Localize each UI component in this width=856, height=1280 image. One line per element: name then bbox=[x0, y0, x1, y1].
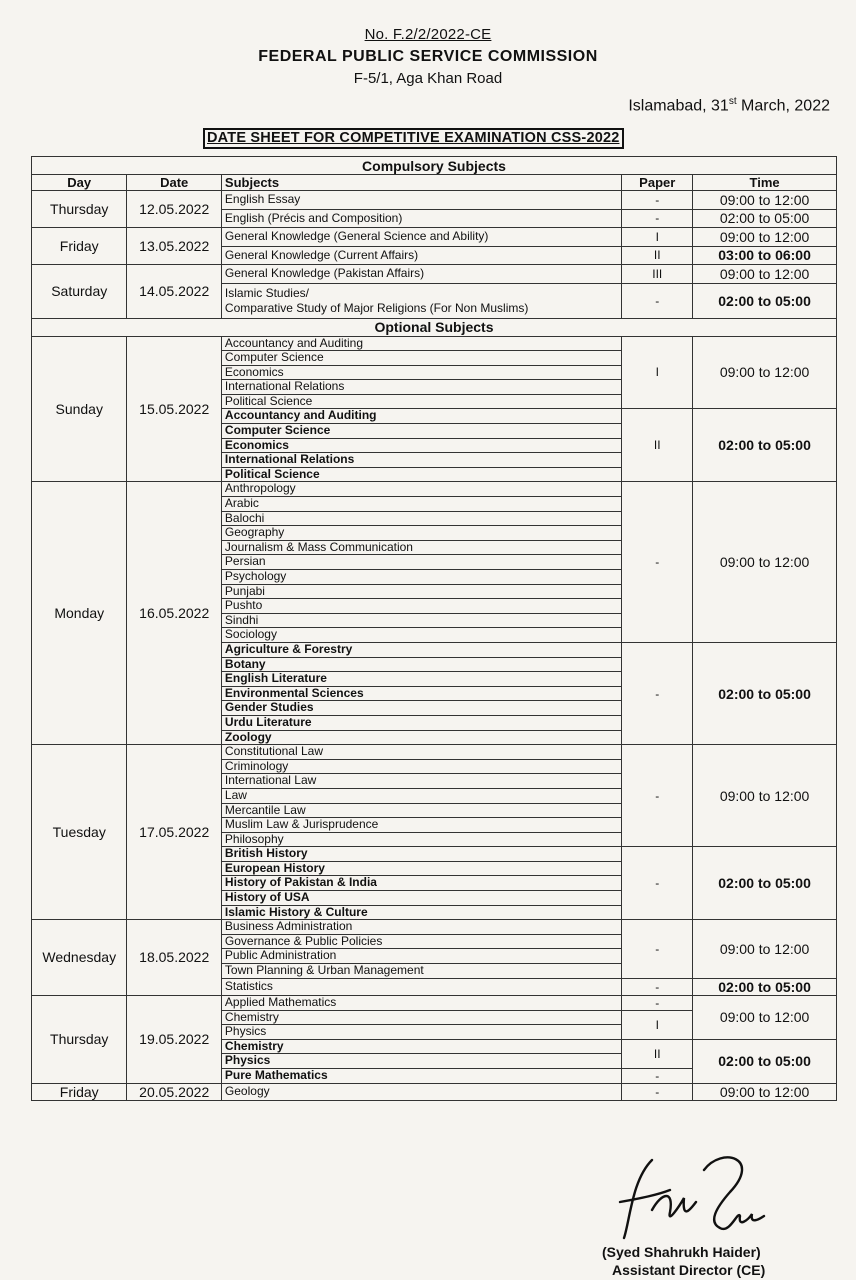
paper-cell: I bbox=[622, 1010, 693, 1039]
section-optional: Optional Subjects bbox=[32, 318, 837, 336]
subject-cell: Philosophy bbox=[221, 832, 621, 847]
subject-cell: Journalism & Mass Communication bbox=[221, 540, 621, 555]
time-cell: 09:00 to 12:00 bbox=[693, 228, 837, 247]
subject-cell: Urdu Literature bbox=[221, 715, 621, 730]
subject-cell: Pushto bbox=[221, 599, 621, 614]
subject-cell: Accountancy and Auditing bbox=[221, 409, 621, 424]
time-cell: 02:00 to 05:00 bbox=[693, 642, 837, 744]
time-cell: 09:00 to 12:00 bbox=[693, 265, 837, 284]
subject-cell: Political Science bbox=[221, 394, 621, 409]
day-cell: Friday bbox=[32, 228, 127, 265]
subject-cell: Law bbox=[221, 788, 621, 803]
time-cell: 09:00 to 12:00 bbox=[693, 745, 837, 847]
time-cell: 02:00 to 05:00 bbox=[693, 283, 837, 318]
subject-cell: Applied Mathematics bbox=[221, 995, 621, 1010]
paper-cell: I bbox=[622, 336, 693, 409]
paper-cell: - bbox=[622, 847, 693, 920]
header-paper: Paper bbox=[622, 175, 693, 191]
time-cell: 02:00 to 05:00 bbox=[693, 978, 837, 995]
paper-cell: - bbox=[622, 482, 693, 643]
subject-cell: English (Précis and Composition) bbox=[221, 209, 621, 228]
subject-cell: English Literature bbox=[221, 672, 621, 687]
subject-cell: Public Administration bbox=[221, 949, 621, 964]
subject-cell: Computer Science bbox=[221, 424, 621, 439]
day-cell: Monday bbox=[32, 482, 127, 745]
subject-cell: General Knowledge (Pakistan Affairs) bbox=[221, 265, 621, 284]
subject-cell: Statistics bbox=[221, 978, 621, 995]
subject-cell: History of Pakistan & India bbox=[221, 876, 621, 891]
subject-cell: Psychology bbox=[221, 570, 621, 585]
subject-cell: Economics bbox=[221, 438, 621, 453]
header-subjects: Subjects bbox=[221, 175, 621, 191]
subject-cell: Chemistry bbox=[221, 1010, 621, 1025]
date-cell: 14.05.2022 bbox=[127, 265, 221, 319]
subject-cell: History of USA bbox=[221, 891, 621, 906]
table-row bbox=[32, 995, 837, 1010]
day-cell: Sunday bbox=[32, 336, 127, 482]
signatory-designation: Assistant Director (CE) bbox=[612, 1262, 766, 1278]
subject-cell: Economics bbox=[221, 365, 621, 380]
paper-cell: - bbox=[622, 745, 693, 847]
subject-cell: Arabic bbox=[221, 497, 621, 512]
paper-cell: II bbox=[622, 1039, 693, 1068]
subject-cell: European History bbox=[221, 861, 621, 876]
issue-date: Islamabad, 31st March, 2022 bbox=[628, 96, 830, 115]
subject-cell: Zoology bbox=[221, 730, 621, 745]
subject-cell: Gender Studies bbox=[221, 701, 621, 716]
subject-cell: Geography bbox=[221, 526, 621, 541]
date-cell: 12.05.2022 bbox=[127, 191, 221, 228]
table-row bbox=[32, 191, 837, 210]
day-cell: Wednesday bbox=[32, 920, 127, 995]
date-cell: 15.05.2022 bbox=[127, 336, 221, 482]
subject-cell: Business Administration bbox=[221, 920, 621, 935]
subject-cell: Geology bbox=[221, 1084, 621, 1101]
subject-cell: Pure Mathematics bbox=[221, 1069, 621, 1084]
organization-name: FEDERAL PUBLIC SERVICE COMMISSION bbox=[258, 48, 598, 65]
subject-cell: Persian bbox=[221, 555, 621, 570]
subject-cell: Anthropology bbox=[221, 482, 621, 497]
signature-image bbox=[612, 1150, 782, 1250]
file-number: No. F.2/2/2022-CE bbox=[364, 26, 492, 43]
table-row bbox=[32, 228, 837, 247]
subject-cell: International Law bbox=[221, 774, 621, 789]
table-row bbox=[32, 482, 837, 497]
date-cell: 19.05.2022 bbox=[127, 995, 221, 1083]
date-cell: 13.05.2022 bbox=[127, 228, 221, 265]
subject-cell: Political Science bbox=[221, 467, 621, 482]
subject-cell: Environmental Sciences bbox=[221, 686, 621, 701]
subject-cell: English Essay bbox=[221, 191, 621, 210]
subject-cell: Islamic Studies/ Comparative Study of Major Religions (For Non Muslims) bbox=[221, 283, 621, 318]
subject-cell: General Knowledge (General Science and Ability) bbox=[221, 228, 621, 247]
paper-cell: - bbox=[622, 995, 693, 1010]
paper-cell: - bbox=[622, 978, 693, 995]
time-cell: 09:00 to 12:00 bbox=[693, 336, 837, 409]
paper-cell: - bbox=[622, 283, 693, 318]
subject-cell: Sociology bbox=[221, 628, 621, 643]
time-cell: 03:00 to 06:00 bbox=[693, 246, 837, 265]
day-cell: Tuesday bbox=[32, 745, 127, 920]
subject-cell: British History bbox=[221, 847, 621, 862]
subject-cell: Governance & Public Policies bbox=[221, 934, 621, 949]
time-cell: 02:00 to 05:00 bbox=[693, 209, 837, 228]
subject-cell: Botany bbox=[221, 657, 621, 672]
time-cell: 09:00 to 12:00 bbox=[693, 1084, 837, 1101]
subject-cell: Chemistry bbox=[221, 1039, 621, 1054]
subject-cell: International Relations bbox=[221, 380, 621, 395]
time-cell: 09:00 to 12:00 bbox=[693, 920, 837, 978]
subject-cell: Balochi bbox=[221, 511, 621, 526]
time-cell: 02:00 to 05:00 bbox=[693, 847, 837, 920]
table-row bbox=[32, 745, 837, 760]
date-sheet-table bbox=[31, 156, 837, 1101]
day-cell: Friday bbox=[32, 1084, 127, 1101]
document-title: DATE SHEET FOR COMPETITIVE EXAMINATION CSS-2022 bbox=[203, 128, 624, 149]
time-cell: 09:00 to 12:00 bbox=[693, 191, 837, 210]
table-row bbox=[32, 920, 837, 935]
time-cell: 09:00 to 12:00 bbox=[693, 482, 837, 643]
day-cell: Thursday bbox=[32, 191, 127, 228]
subject-cell: Physics bbox=[221, 1054, 621, 1069]
paper-cell: - bbox=[622, 920, 693, 978]
subject-cell: General Knowledge (Current Affairs) bbox=[221, 246, 621, 265]
subject-cell: Constitutional Law bbox=[221, 745, 621, 760]
paper-cell: - bbox=[622, 1069, 693, 1084]
subject-cell: Punjabi bbox=[221, 584, 621, 599]
subject-cell: Sindhi bbox=[221, 613, 621, 628]
paper-cell: - bbox=[622, 191, 693, 210]
paper-cell: - bbox=[622, 642, 693, 744]
day-cell: Thursday bbox=[32, 995, 127, 1083]
table-row bbox=[32, 265, 837, 284]
column-headers bbox=[32, 175, 837, 191]
subject-cell: Islamic History & Culture bbox=[221, 905, 621, 920]
subject-cell: Physics bbox=[221, 1025, 621, 1040]
subject-cell: International Relations bbox=[221, 453, 621, 468]
time-cell: 02:00 to 05:00 bbox=[693, 1039, 837, 1083]
section-compulsory: Compulsory Subjects bbox=[32, 157, 837, 175]
paper-cell: II bbox=[622, 246, 693, 265]
date-cell: 20.05.2022 bbox=[127, 1084, 221, 1101]
time-cell: 02:00 to 05:00 bbox=[693, 409, 837, 482]
subject-cell: Agriculture & Forestry bbox=[221, 642, 621, 657]
signatory-name: (Syed Shahrukh Haider) bbox=[602, 1244, 761, 1260]
time-cell: 09:00 to 12:00 bbox=[693, 995, 837, 1039]
paper-cell: I bbox=[622, 228, 693, 247]
subject-cell: Accountancy and Auditing bbox=[221, 336, 621, 351]
subject-cell: Mercantile Law bbox=[221, 803, 621, 818]
subject-cell: Muslim Law & Jurisprudence bbox=[221, 818, 621, 833]
table-row bbox=[32, 336, 837, 351]
date-cell: 18.05.2022 bbox=[127, 920, 221, 995]
date-cell: 17.05.2022 bbox=[127, 745, 221, 920]
organization-address: F-5/1, Aga Khan Road bbox=[353, 70, 503, 87]
subject-cell: Town Planning & Urban Management bbox=[221, 964, 621, 979]
header-time: Time bbox=[693, 175, 837, 191]
paper-cell: II bbox=[622, 409, 693, 482]
subject-cell: Criminology bbox=[221, 759, 621, 774]
header-day: Day bbox=[32, 175, 127, 191]
date-cell: 16.05.2022 bbox=[127, 482, 221, 745]
day-cell: Saturday bbox=[32, 265, 127, 319]
table-row bbox=[32, 1084, 837, 1101]
header-date: Date bbox=[127, 175, 221, 191]
subject-cell: Computer Science bbox=[221, 351, 621, 366]
paper-cell: III bbox=[622, 265, 693, 284]
paper-cell: - bbox=[622, 209, 693, 228]
paper-cell: - bbox=[622, 1084, 693, 1101]
